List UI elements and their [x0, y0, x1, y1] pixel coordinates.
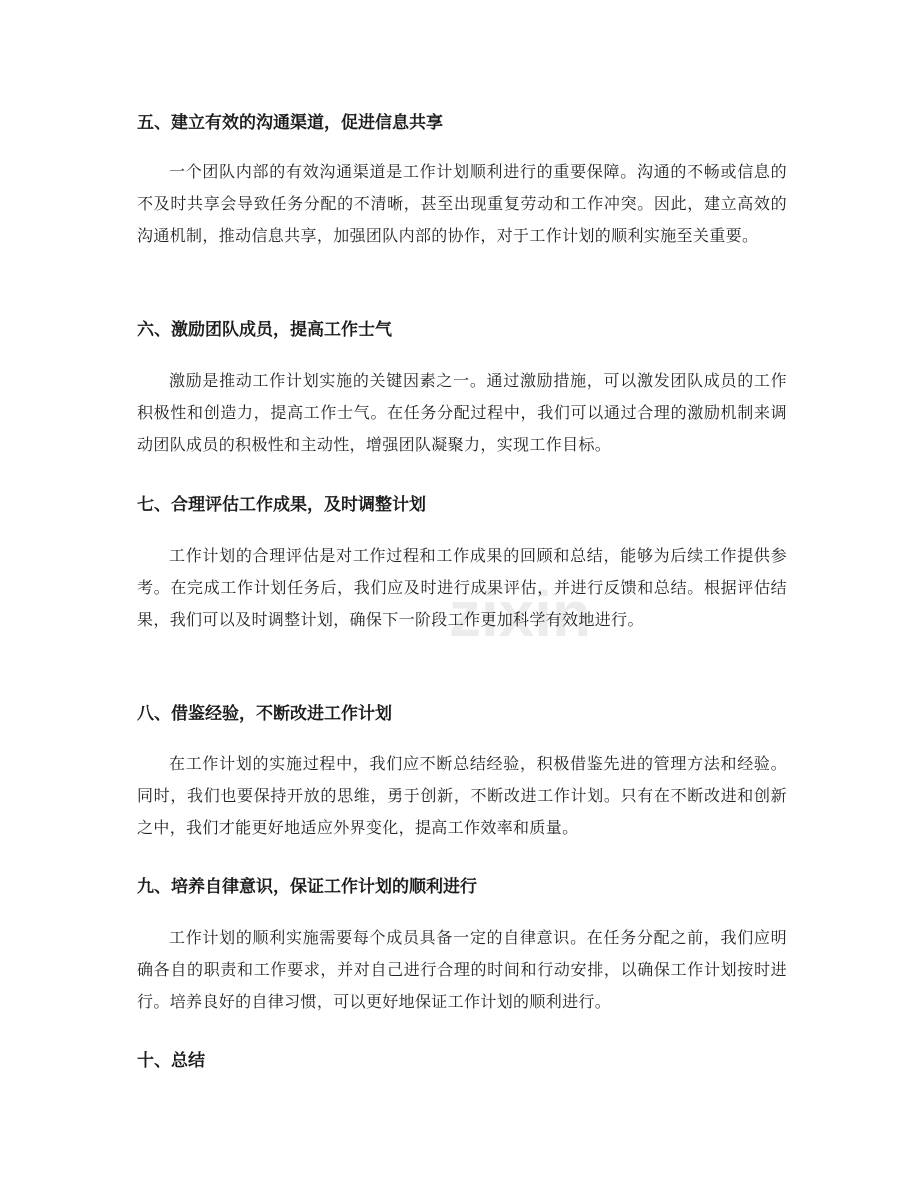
section-5-paragraph: 一个团队内部的有效沟通渠道是工作计划顺利进行的重要保障。沟通的不畅或信息的不及时共享会导致任务分配的不清晰，甚至出现重复劳动和工作冲突。因此，建立高效的沟通机制，推动信息共享，加强团队内部的协作，对于工作计划的顺利实施至关重要。	[137, 162, 787, 245]
section-6-paragraph: 激励是推动工作计划实施的关键因素之一。通过激励措施，可以激发团队成员的工作积极性和创造力，提高工作士气。在任务分配过程中，我们可以通过合理的激励机制来调动团队成员的积极性和主动性，增强团队凝聚力，实现工作目标。	[137, 371, 787, 454]
section-5-heading: 五、建立有效的沟通渠道，促进信息共享	[137, 113, 443, 133]
section-7-heading: 七、合理评估工作成果，及时调整计划	[137, 495, 426, 515]
section-10-heading: 十、总结	[137, 1051, 205, 1071]
section-6-heading: 六、激励团队成员，提高工作士气	[137, 320, 392, 340]
section-9-paragraph: 工作计划的顺利实施需要每个成员具备一定的自律意识。在任务分配之前，我们应明确各自的职责和工作要求，并对自己进行合理的时间和行动安排，以确保工作计划按时进行。培养良好的自律习惯，可以更好地保证工作计划的顺利进行。	[137, 928, 787, 1011]
section-7-paragraph: 工作计划的合理评估是对工作过程和工作成果的回顾和总结，能够为后续工作提供参考。在完成工作计划任务后，我们应及时进行成果评估，并进行反馈和总结。根据评估结果，我们可以及时调整计划，确保下一阶段工作更加科学有效地进行。	[137, 546, 787, 629]
section-8-heading: 八、借鉴经验，不断改进工作计划	[137, 704, 392, 724]
section-8-paragraph: 在工作计划的实施过程中，我们应不断总结经验，积极借鉴先进的管理方法和经验。同时，我们也要保持开放的思维，勇于创新，不断改进工作计划。只有在不断改进和创新之中，我们才能更好地适应外界变化，提高工作效率和质量。	[137, 754, 787, 837]
section-9-heading: 九、培养自律意识，保证工作计划的顺利进行	[137, 877, 477, 897]
svg-text:zixin: zixin	[448, 578, 592, 650]
